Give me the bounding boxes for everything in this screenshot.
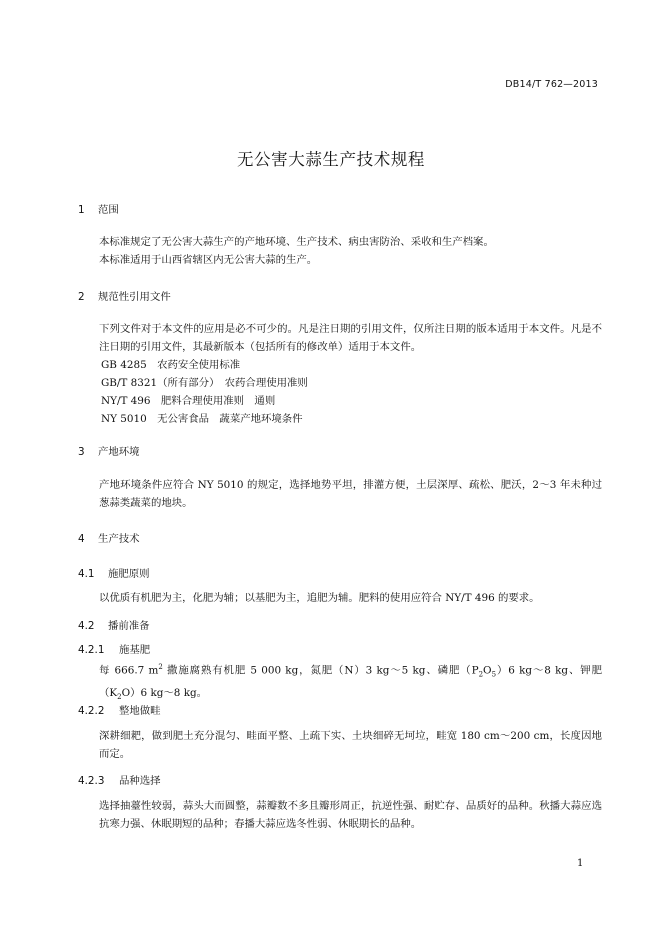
section-title: 产地环境 xyxy=(98,446,140,458)
section-3-paragraph-1 xyxy=(78,476,602,512)
section-2-paragraph-1 xyxy=(78,320,602,356)
section-number: 3 xyxy=(78,446,85,458)
paragraph-text: 产地环境条件应符合 NY 5010 的规定，选择地势平坦，排灌方便，土层深厚、疏松、肥沃，2～3 年未种过葱蒜类蔬菜的地块。 xyxy=(99,479,602,509)
paragraph-text: 以优质有机肥为主，化肥为辅；以基肥为主，追肥为辅。肥料的使用应符合 NY/T 496 的要求。 xyxy=(99,592,540,604)
paragraph-text: 本标准适用于山西省辖区内无公害大蒜的生产。 xyxy=(99,254,318,266)
section-number: 4.2.3 xyxy=(78,775,105,787)
section-title: 施基肥 xyxy=(119,644,151,656)
section-4-2-2-paragraph xyxy=(78,727,602,763)
document-number: DB14/T 762—2013 xyxy=(505,79,598,90)
reference-item: NY/T 496 肥料合理使用准则 通则 xyxy=(101,395,276,407)
section-number: 2 xyxy=(78,291,85,303)
section-title: 范围 xyxy=(98,204,119,216)
section-number: 4.1 xyxy=(78,568,95,580)
paragraph-text: 选择抽薹性较弱，蒜头大而圆整，蒜瓣数不多且瓣形周正，抗逆性强、耐贮存、品质好的品种。秋播大蒜应选抗寒力强、休眠期短的品种；春播大蒜应选冬性弱、休眠期长的品种。 xyxy=(99,800,602,830)
section-2-heading xyxy=(78,288,171,303)
section-title: 规范性引用文件 xyxy=(98,291,171,303)
section-number: 4.2 xyxy=(78,620,95,632)
section-title: 品种选择 xyxy=(119,775,161,787)
section-4-2-1-paragraph xyxy=(78,658,602,706)
section-number: 4.2.2 xyxy=(78,705,105,717)
section-4-heading xyxy=(78,530,140,545)
reference-item: GB 4285 农药安全使用标准 xyxy=(101,359,241,371)
paragraph-text: 深耕细耙，做到肥土充分混匀、畦面平整、上疏下实、土块细碎无坷垃，畦宽 180 cm～200 cm，长度因地而定。 xyxy=(99,730,602,760)
section-1-paragraph-2 xyxy=(78,251,602,269)
text-run: ）6 kg～8 kg、钾肥（K xyxy=(99,664,602,699)
page-number: 1 xyxy=(577,858,584,869)
section-title: 生产技术 xyxy=(98,533,140,545)
superscript: 2 xyxy=(158,663,163,671)
section-4-2-3-paragraph xyxy=(78,797,602,833)
reference-item: NY 5010 无公害食品 蔬菜产地环境条件 xyxy=(101,413,303,425)
section-title: 播前准备 xyxy=(108,620,150,632)
section-3-heading xyxy=(78,443,140,458)
section-number: 4 xyxy=(78,533,85,545)
document-title: 无公害大蒜生产技术规程 xyxy=(236,150,426,169)
subscript: 5 xyxy=(491,670,497,679)
section-number: 1 xyxy=(78,204,85,216)
section-4-2-1-heading xyxy=(78,641,150,656)
section-4-2-3-heading xyxy=(78,772,161,787)
section-title: 整地做畦 xyxy=(119,705,161,717)
section-number: 4.2.1 xyxy=(78,644,105,656)
paragraph-text xyxy=(78,658,602,706)
section-1-heading xyxy=(78,201,119,216)
section-4-2-heading xyxy=(78,617,150,632)
section-title: 施肥原则 xyxy=(108,568,150,580)
text-run: 每 666.7 m xyxy=(99,664,159,677)
section-4-1-paragraph xyxy=(78,589,602,607)
paragraph-text: 本标准规定了无公害大蒜生产的产地环境、生产技术、病虫害防治、采收和生产档案。 xyxy=(99,236,494,248)
section-1-paragraph-1 xyxy=(78,233,602,251)
text-run: O）6 kg～8 kg。 xyxy=(121,686,208,699)
subscript: 2 xyxy=(478,670,484,679)
paragraph-text: 下列文件对于本文件的应用是必不可少的。凡是注日期的引用文件，仅所注日期的版本适用于本文件。凡是不注日期的引用文件，其最新版本（包括所有的修改单）适用于本文件。 xyxy=(99,323,602,353)
section-4-2-2-heading xyxy=(78,702,161,717)
subscript: 2 xyxy=(117,692,122,701)
text-run: 撒施腐熟有机肥 5 000 kg，氮肥（N）3 kg～5 kg、磷肥（P xyxy=(162,664,479,677)
section-4-1-heading xyxy=(78,565,150,580)
text-run: O xyxy=(483,664,492,677)
reference-item: GB/T 8321（所有部分） 农药合理使用准则 xyxy=(101,377,308,389)
